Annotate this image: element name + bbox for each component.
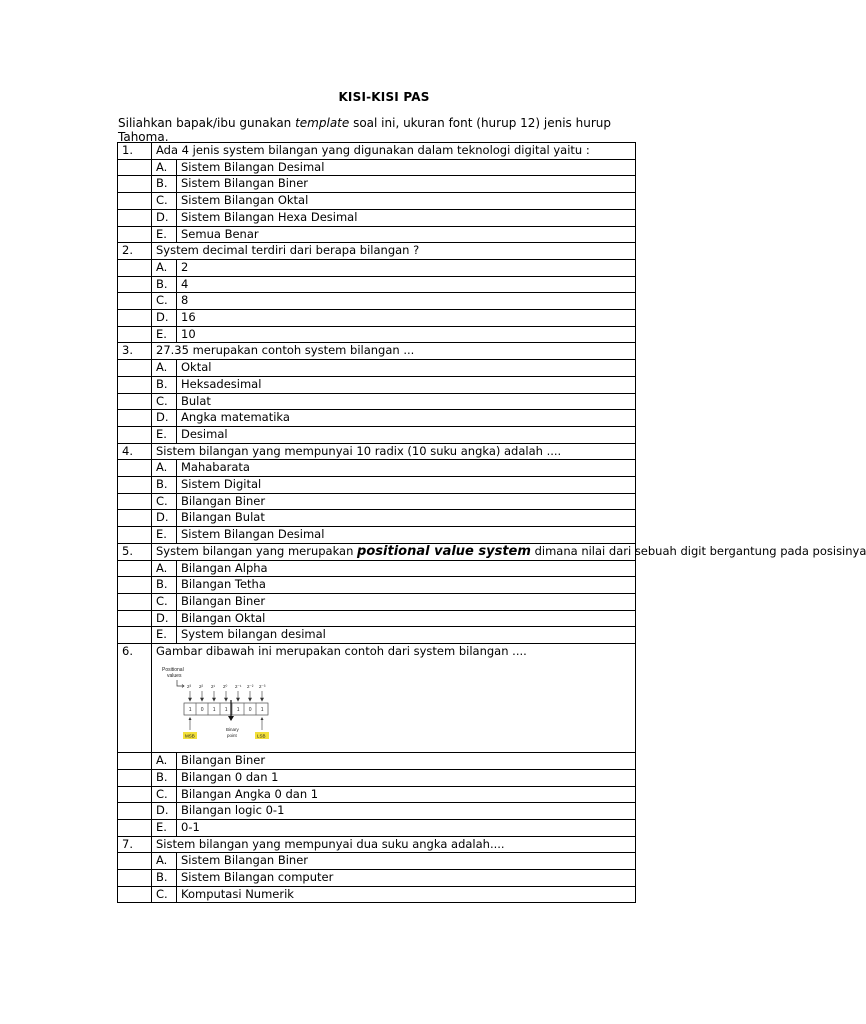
power-label: 2⁰ [223, 683, 228, 689]
option-letter: D. [152, 610, 177, 627]
question-row [118, 644, 636, 753]
option-row [118, 360, 636, 377]
option-row [118, 577, 636, 594]
option-row [118, 610, 636, 627]
question-text: Sistem bilangan yang mempunyai dua suku angka adalah.... [152, 836, 636, 853]
option-row [118, 527, 636, 544]
binary-diagram [156, 664, 286, 752]
option-letter: E. [152, 426, 177, 443]
power-label: 2⁻³ [259, 683, 266, 689]
question-text: System decimal terdiri dari berapa bilangan ? [152, 243, 636, 260]
emphasis-text: positional value system [357, 543, 531, 559]
power-arrow-head [261, 698, 264, 701]
option-row [118, 159, 636, 176]
option-row [118, 510, 636, 527]
power-arrow-head [249, 698, 252, 701]
question-number: 4. [118, 443, 152, 460]
option-letter: B. [152, 477, 177, 494]
option-letter: B. [152, 376, 177, 393]
option-letter: C. [152, 493, 177, 510]
option-letter: E. [152, 527, 177, 544]
option-text: Sistem Bilangan Hexa Desimal [177, 209, 636, 226]
question-row [118, 836, 636, 853]
option-letter: A. [152, 159, 177, 176]
power-label: 2² [199, 683, 204, 689]
option-row [118, 259, 636, 276]
option-letter: E. [152, 326, 177, 343]
question-number: 6. [118, 644, 152, 753]
option-text: Bilangan Bulat [177, 510, 636, 527]
option-text: Bilangan Biner [177, 593, 636, 610]
option-text: Bilangan Biner [177, 493, 636, 510]
option-row [118, 376, 636, 393]
power-arrow-head [189, 698, 192, 701]
bit-value: 1 [212, 706, 216, 713]
power-arrow-head [225, 698, 228, 701]
instruction-italic: template [295, 116, 350, 130]
option-letter: A. [152, 360, 177, 377]
option-text: 4 [177, 276, 636, 293]
option-row [118, 410, 636, 427]
option-row [118, 176, 636, 193]
option-text: Sistem Bilangan Oktal [177, 193, 636, 210]
option-row [118, 819, 636, 836]
question-number: 1. [118, 143, 152, 160]
bit-value: 1 [188, 706, 192, 713]
option-letter: A. [152, 753, 177, 770]
option-letter: D. [152, 410, 177, 427]
option-text: Bilangan Angka 0 dan 1 [177, 786, 636, 803]
option-letter: B. [152, 176, 177, 193]
option-text: Bilangan 0 dan 1 [177, 769, 636, 786]
option-text: Bilangan Biner [177, 753, 636, 770]
option-text: Bilangan Alpha [177, 560, 636, 577]
question-number: 7. [118, 836, 152, 853]
option-row [118, 786, 636, 803]
bit-value: 0 [200, 706, 204, 713]
option-row [118, 460, 636, 477]
svg-text:Positional: Positional [162, 666, 184, 673]
option-letter: B. [152, 870, 177, 887]
option-letter: E. [152, 226, 177, 243]
option-letter: D. [152, 310, 177, 327]
power-label: 2³ [187, 683, 192, 689]
option-text: Mahabarata [177, 460, 636, 477]
question-table [117, 142, 866, 903]
option-row [118, 426, 636, 443]
option-text: System bilangan desimal [177, 627, 636, 644]
option-letter: A. [152, 460, 177, 477]
option-row [118, 326, 636, 343]
power-label: 2⁻² [247, 683, 254, 689]
option-text: 2 [177, 259, 636, 276]
msb-label: MSB [185, 733, 195, 739]
question-number: 5. [118, 543, 152, 560]
option-text: 16 [177, 310, 636, 327]
question-text: Gambar dibawah ini merupakan contoh dari system bilangan .... Positional values 2³ 2² 2¹ 2⁰ 2⁻¹ 2⁻² 2⁻³ 1 0 1 1 1 0 1 MSB LSB Binary point [152, 644, 636, 753]
question-text: Sistem bilangan yang mempunyai 10 radix (10 suku angka) adalah .... [152, 443, 636, 460]
power-arrow-head [213, 698, 216, 701]
option-row [118, 477, 636, 494]
svg-text:values: values [167, 672, 182, 679]
document-title: KISI-KISI PAS [338, 90, 430, 104]
option-letter: C. [152, 293, 177, 310]
option-letter: C. [152, 593, 177, 610]
option-row [118, 803, 636, 820]
option-text: Bilangan logic 0-1 [177, 803, 636, 820]
question-row [118, 443, 636, 460]
option-text: Sistem Bilangan computer [177, 870, 636, 887]
option-letter: B. [152, 769, 177, 786]
question-text: System bilangan yang merupakan positional value system dimana nilai dari sebuah digit bergantung pada posisinya [152, 543, 636, 560]
option-row [118, 627, 636, 644]
option-row [118, 209, 636, 226]
option-text: Sistem Bilangan Biner [177, 176, 636, 193]
option-row [118, 753, 636, 770]
option-text: Komputasi Numerik [177, 886, 636, 903]
option-text: Bulat [177, 393, 636, 410]
option-text: Bilangan Oktal [177, 610, 636, 627]
instruction-text: Siliahkan bapak/ibu gunakan template soal ini, ukuran font (hurup 12) jenis hurup Tahoma. [118, 116, 611, 144]
question-text: Ada 4 jenis system bilangan yang digunakan dalam teknologi digital yaitu : [152, 143, 636, 160]
question-row [118, 543, 636, 560]
option-text: Bilangan Tetha [177, 577, 636, 594]
option-text: 10 [177, 326, 636, 343]
option-text: Desimal [177, 426, 636, 443]
option-text: Angka matematika [177, 410, 636, 427]
power-label: 2¹ [211, 683, 216, 689]
bit-value: 1 [224, 706, 228, 713]
option-letter: C. [152, 193, 177, 210]
power-arrow-head [237, 698, 240, 701]
option-row [118, 226, 636, 243]
power-label: 2⁻¹ [235, 683, 242, 689]
option-letter: D. [152, 209, 177, 226]
option-text: 8 [177, 293, 636, 310]
bit-value: 0 [248, 706, 252, 713]
option-letter: B. [152, 276, 177, 293]
option-letter: A. [152, 560, 177, 577]
option-text: Semua Benar [177, 226, 636, 243]
option-letter: D. [152, 510, 177, 527]
option-text: Oktal [177, 360, 636, 377]
question-row [118, 243, 636, 260]
bit-value: 1 [260, 706, 264, 713]
option-text: Sistem Bilangan Desimal [177, 527, 636, 544]
option-text: Sistem Digital [177, 477, 636, 494]
option-text: 0-1 [177, 819, 636, 836]
question-text: 27.35 merupakan contoh system bilangan ... [152, 343, 636, 360]
option-letter: A. [152, 259, 177, 276]
question-row [118, 343, 636, 360]
question-number: 3. [118, 343, 152, 360]
power-arrow-head [201, 698, 204, 701]
option-row [118, 393, 636, 410]
option-row [118, 593, 636, 610]
svg-text:point: point [227, 732, 237, 738]
option-row [118, 293, 636, 310]
option-row [118, 853, 636, 870]
question-row [118, 143, 636, 160]
option-letter: D. [152, 803, 177, 820]
option-row [118, 276, 636, 293]
option-letter: C. [152, 886, 177, 903]
option-letter: C. [152, 786, 177, 803]
binary-point-label: Binary [226, 726, 239, 732]
option-row [118, 870, 636, 887]
option-row [118, 560, 636, 577]
option-row [118, 310, 636, 327]
option-row [118, 493, 636, 510]
bit-value: 1 [236, 706, 240, 713]
question-number: 2. [118, 243, 152, 260]
option-letter: B. [152, 577, 177, 594]
option-row [118, 769, 636, 786]
lsb-label: LSB [257, 733, 266, 739]
option-text: Heksadesimal [177, 376, 636, 393]
option-row [118, 193, 636, 210]
option-letter: E. [152, 819, 177, 836]
option-letter: E. [152, 627, 177, 644]
option-text: Sistem Bilangan Biner [177, 853, 636, 870]
option-text: Sistem Bilangan Desimal [177, 159, 636, 176]
option-letter: A. [152, 853, 177, 870]
option-row [118, 886, 636, 903]
option-letter: C. [152, 393, 177, 410]
